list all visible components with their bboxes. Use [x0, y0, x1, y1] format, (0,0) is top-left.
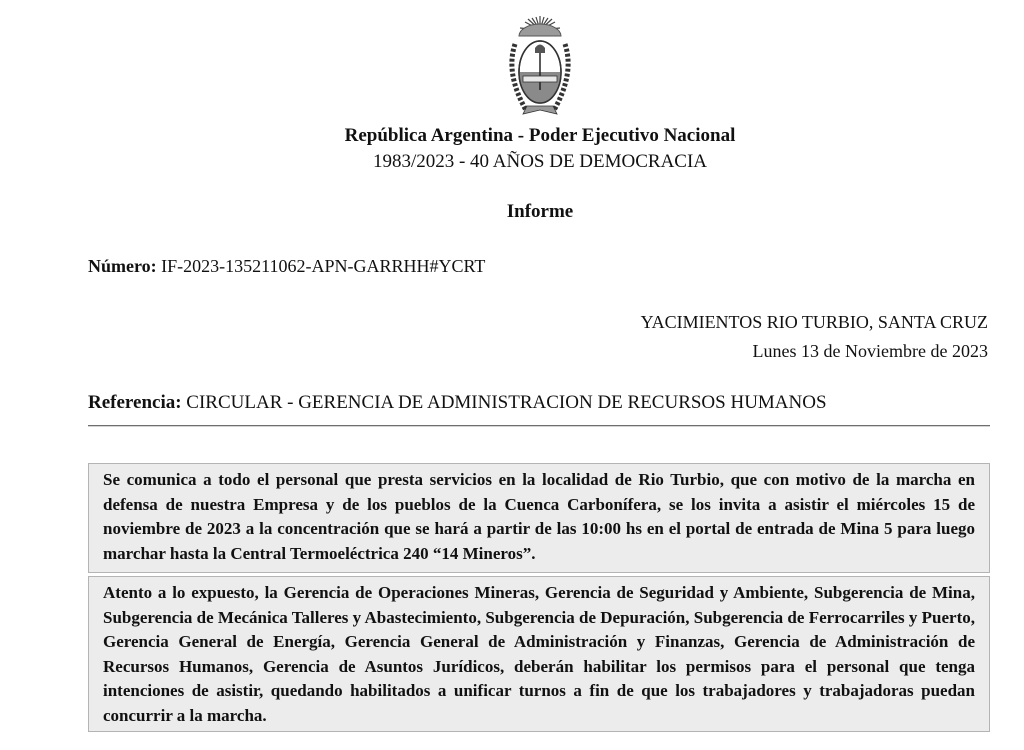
issue-date: Lunes 13 de Noviembre de 2023 — [752, 341, 988, 361]
reference-row — [88, 392, 827, 414]
anniversary-motto: 1983/2023 - 40 AÑOS DE DEMOCRACIA — [372, 151, 708, 172]
body-paragraph-2: Atento a lo expuesto, la Gerencia de Operaciones Mineras, Gerencia de Seguridad y Ambiente, Subgerencia de Mina, Subgerencia de Mecánica Talleres y Abastecimiento, Subgerencia de Depuración, Subgerencia de Ferrocarriles y Puerto, Gerencia General de Energía, Gerencia General de Administración y Finanzas, Gerencia de Administración de Recursos Humanos, Gerencia de Asuntos Jurídicos, deberán habilitar los permisos para el personal que tenga intenciones de asistir, quedando habilitados a unificar turnos a fin de que los trabajadores y trabajadoras puedan concurrir a la marcha. — [88, 576, 990, 732]
argentina-coat-of-arms-icon — [505, 14, 575, 122]
document-number-label: Número: — [88, 256, 157, 276]
reference-value: CIRCULAR - GERENCIA DE ADMINISTRACION DE RECURSOS HUMANOS — [186, 392, 827, 413]
government-heading: República Argentina - Poder Ejecutivo Nacional — [344, 125, 736, 146]
document-number-value: IF-2023-135211062-APN-GARRHH#YCRT — [161, 256, 486, 276]
document-type-title: Informe — [506, 201, 574, 222]
issuing-place: YACIMIENTOS RIO TURBIO, SANTA CRUZ — [640, 312, 988, 332]
document-number-row — [88, 256, 485, 277]
body-paragraph-1: Se comunica a todo el personal que presta servicios en la localidad de Rio Turbio, que con motivo de la marcha en defensa de nuestra Empresa y de los pueblos de la Cuenca Carbonífera, se los invita a asistir el miércoles 15 de noviembre de 2023 a la concentración que se hará a partir de las 10:00 hs en el portal de entrada de Mina 5 para luego marchar hasta la Central Termoeléctrica 240 “14 Mineros”. — [88, 463, 990, 573]
reference-label: Referencia: — [88, 392, 182, 413]
section-divider — [88, 425, 990, 427]
